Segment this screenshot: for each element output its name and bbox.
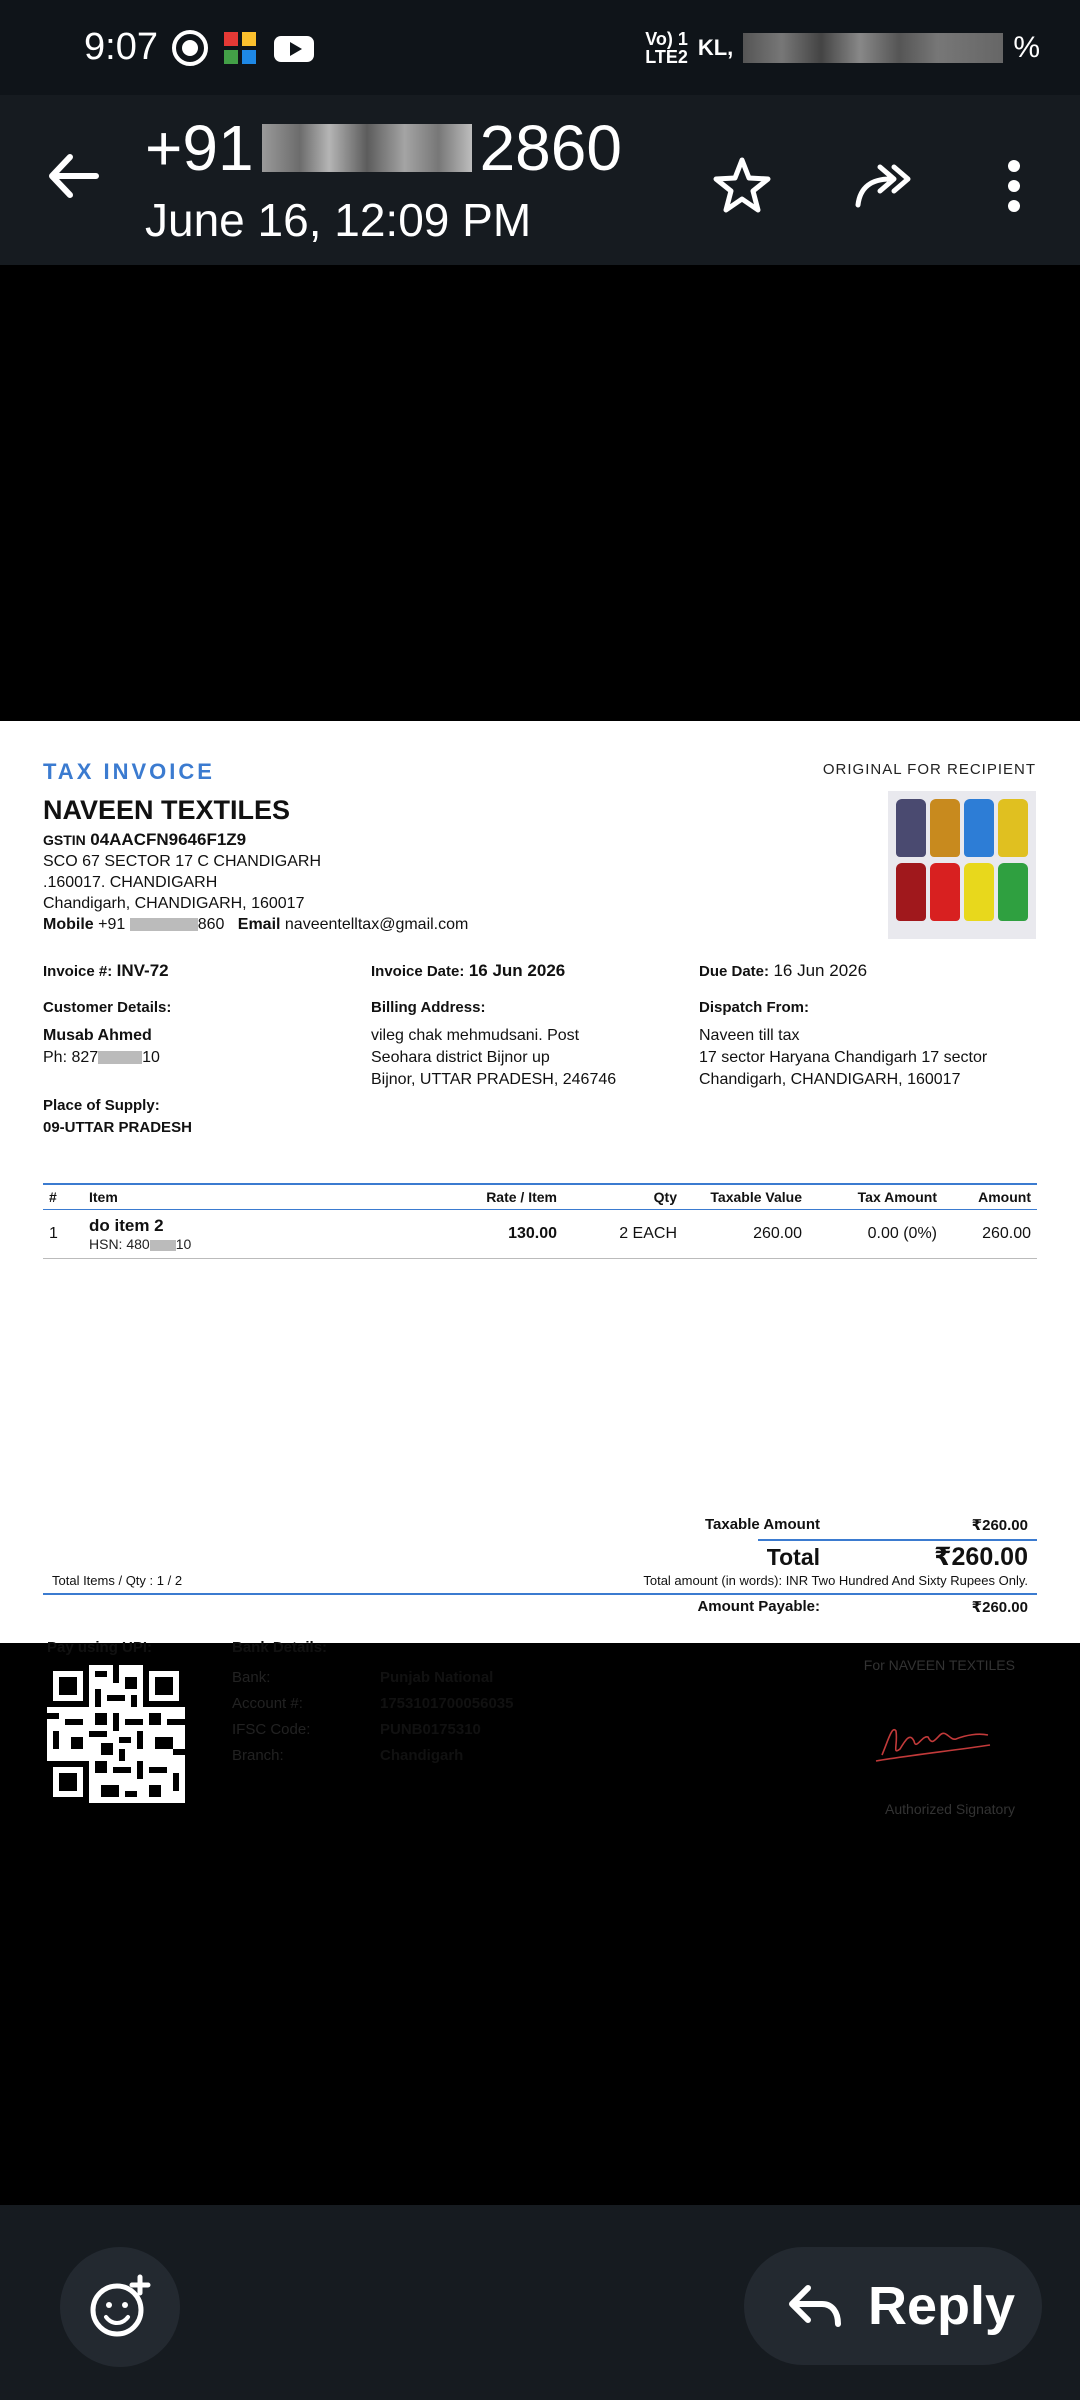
youtube-icon bbox=[272, 28, 312, 68]
add-emoji-icon bbox=[60, 2247, 180, 2367]
address-line-3: Chandigarh, CHANDIGARH, 160017 bbox=[43, 895, 305, 912]
status-time: 9:07 bbox=[84, 26, 158, 68]
gstin-label: GSTIN bbox=[43, 832, 86, 848]
status-right bbox=[645, 24, 1040, 72]
hsn-prefix: HSN: 480 bbox=[89, 1236, 150, 1252]
col-taxable-value: Taxable Value bbox=[683, 1184, 808, 1210]
dispatch-label: Dispatch From: bbox=[699, 999, 810, 1016]
back-button[interactable] bbox=[40, 143, 106, 209]
add-reaction-button[interactable] bbox=[60, 2247, 180, 2367]
reply-arrow-icon bbox=[782, 2274, 846, 2338]
amount-in-words: Total amount (in words): INR Two Hundred And Sixty Rupees Only. bbox=[643, 1573, 1028, 1588]
bank-key: Bank: bbox=[232, 1669, 271, 1686]
taxable-amount-label: Taxable Amount bbox=[704, 1516, 820, 1533]
item-cell bbox=[83, 1210, 413, 1259]
place-label: Place of Supply: bbox=[43, 1097, 160, 1114]
customer-phone-suffix: 10 bbox=[142, 1049, 160, 1066]
forward-icon bbox=[850, 151, 920, 221]
col-amount: Amount bbox=[943, 1184, 1037, 1210]
customer-name: Musab Ahmed bbox=[43, 1027, 152, 1044]
invoice-title: TAX INVOICE bbox=[43, 759, 215, 784]
due-date-value: 16 Jun 2026 bbox=[773, 961, 868, 980]
col-item: Item bbox=[83, 1184, 413, 1210]
account-value: 1753101700056035 bbox=[380, 1695, 514, 1712]
message-date: June 16, 12:09 PM bbox=[145, 194, 532, 246]
redacted-phone bbox=[262, 124, 472, 172]
redacted-hsn bbox=[150, 1240, 176, 1251]
payable-divider bbox=[43, 1593, 1037, 1595]
total-items: Total Items / Qty : 1 / 2 bbox=[52, 1573, 183, 1588]
company-details bbox=[43, 829, 468, 935]
ifsc-key: IFSC Code: bbox=[232, 1721, 311, 1738]
star-icon bbox=[707, 151, 777, 221]
image-viewer[interactable] bbox=[0, 265, 1080, 2205]
invoice-date-value: 16 Jun 2026 bbox=[468, 961, 566, 980]
contact-line bbox=[43, 914, 468, 935]
invoice-date bbox=[371, 961, 691, 981]
upi-qr-code bbox=[47, 1665, 185, 1803]
due-date-label: Due Date: bbox=[699, 963, 770, 980]
item-name: do item 2 bbox=[89, 1216, 164, 1235]
invoice-number bbox=[43, 961, 363, 981]
item-tax: 0.00 (0%) bbox=[808, 1210, 943, 1259]
redacted-customer-phone bbox=[98, 1051, 142, 1064]
whatsapp-icon bbox=[170, 28, 210, 68]
reply-label: Reply bbox=[868, 2276, 1016, 2336]
table-row bbox=[43, 1210, 1037, 1259]
app-grid-icon bbox=[220, 28, 260, 68]
back-arrow-icon bbox=[40, 143, 106, 209]
authorized-signatory: Authorized Signatory bbox=[885, 1801, 1015, 1817]
item-taxable: 260.00 bbox=[683, 1210, 808, 1259]
gstin-line bbox=[43, 829, 468, 851]
redacted-mobile bbox=[130, 918, 198, 931]
billing-label: Billing Address: bbox=[371, 999, 486, 1016]
item-rate: 130.00 bbox=[413, 1210, 563, 1259]
ifsc-value: PUNB0175310 bbox=[380, 1721, 481, 1738]
company-name: NAVEEN TEXTILES bbox=[43, 795, 291, 825]
network-top: Vo) 1 bbox=[645, 29, 688, 49]
billing-address bbox=[371, 997, 691, 1091]
customer-phone-prefix: Ph: 827 bbox=[43, 1049, 99, 1066]
invoice-image bbox=[0, 721, 1080, 1817]
bank-value: Punjab National bbox=[380, 1669, 494, 1686]
bank-row-bank bbox=[232, 1669, 493, 1686]
sender-phone bbox=[145, 111, 622, 185]
items-table bbox=[43, 1183, 1037, 1259]
table-header bbox=[43, 1184, 1037, 1210]
place-of-supply bbox=[43, 1095, 192, 1139]
dispatch-line-3: Chandigarh, CHANDIGARH, 160017 bbox=[699, 1071, 961, 1088]
dispatch-from bbox=[699, 997, 1039, 1091]
amount-payable-value: ₹260.00 bbox=[971, 1599, 1028, 1616]
forward-button[interactable] bbox=[850, 151, 920, 221]
original-label: ORIGINAL FOR RECIPIENT bbox=[822, 761, 1036, 778]
item-amount: 260.00 bbox=[943, 1210, 1037, 1259]
phone-prefix: +91 bbox=[145, 112, 254, 184]
status-bar bbox=[0, 0, 1080, 95]
col-rate: Rate / Item bbox=[413, 1184, 563, 1210]
dispatch-line-1: Naveen till tax bbox=[699, 1027, 800, 1044]
upi-label: Pay using UPI: bbox=[47, 1639, 153, 1656]
message-title bbox=[145, 111, 622, 247]
address-line-1: SCO 67 SECTOR 17 C CHANDIGARH bbox=[43, 853, 321, 870]
amount-payable-label: Amount Payable: bbox=[697, 1598, 820, 1615]
customer-phone bbox=[43, 1047, 363, 1069]
company-logo bbox=[888, 791, 1036, 939]
place-value: 09-UTTAR PRADESH bbox=[43, 1119, 192, 1136]
mobile-prefix: +91 bbox=[98, 916, 126, 933]
item-hsn bbox=[89, 1236, 407, 1252]
reply-button[interactable] bbox=[744, 2247, 1042, 2365]
bank-row-branch bbox=[232, 1747, 463, 1764]
customer-label: Customer Details: bbox=[43, 999, 172, 1016]
bank-row-ifsc bbox=[232, 1721, 481, 1738]
item-qty: 2 EACH bbox=[563, 1210, 683, 1259]
invoice-no-label: Invoice #: bbox=[43, 963, 113, 980]
address-line-2: .160017. CHANDIGARH bbox=[43, 874, 218, 891]
carrier-text: KL, bbox=[697, 35, 734, 60]
signature bbox=[870, 1711, 1000, 1771]
col-tax-amount: Tax Amount bbox=[808, 1184, 943, 1210]
mobile-label: Mobile bbox=[43, 916, 94, 933]
billing-line-3: Bijnor, UTTAR PRADESH, 246746 bbox=[371, 1071, 617, 1088]
invoice-date-label: Invoice Date: bbox=[371, 963, 465, 980]
gstin-value: 04AACFN9646F1Z9 bbox=[90, 830, 247, 849]
for-company: For NAVEEN TEXTILES bbox=[863, 1657, 1015, 1673]
col-number: # bbox=[43, 1184, 83, 1210]
hsn-suffix: 10 bbox=[175, 1236, 192, 1252]
item-number: 1 bbox=[43, 1210, 83, 1259]
more-button[interactable] bbox=[979, 151, 1049, 221]
branch-value: Chandigarh bbox=[380, 1747, 464, 1764]
battery-percent: % bbox=[1013, 31, 1040, 64]
col-qty: Qty bbox=[563, 1184, 683, 1210]
bottom-bar bbox=[0, 2205, 1080, 2400]
email-label: Email bbox=[237, 916, 281, 933]
phone-suffix: 2860 bbox=[479, 112, 622, 184]
network-indicator bbox=[645, 30, 688, 66]
total-label: Total bbox=[766, 1544, 820, 1570]
bank-details-title: Bank Details: bbox=[232, 1639, 328, 1656]
email-value: naveentelltax@gmail.com bbox=[284, 916, 469, 933]
account-key: Account #: bbox=[232, 1695, 303, 1712]
star-button[interactable] bbox=[707, 151, 777, 221]
app-bar bbox=[0, 95, 1080, 265]
customer-details bbox=[43, 997, 363, 1069]
billing-line-1: vileg chak mehmudsani. Post bbox=[371, 1027, 580, 1044]
dispatch-line-2: 17 sector Haryana Chandigarh 17 sector bbox=[699, 1049, 988, 1066]
network-bottom: LTE2 bbox=[645, 47, 688, 67]
mobile-suffix: 860 bbox=[197, 916, 225, 933]
total-divider bbox=[758, 1539, 1037, 1541]
redacted-status bbox=[743, 33, 1003, 63]
branch-key: Branch: bbox=[232, 1747, 284, 1764]
billing-line-2: Seohara district Bijnor up bbox=[371, 1049, 550, 1066]
total-value: ₹260.00 bbox=[934, 1543, 1028, 1571]
due-date bbox=[699, 961, 1019, 981]
taxable-amount-value: ₹260.00 bbox=[971, 1517, 1028, 1534]
bank-row-account bbox=[232, 1695, 513, 1712]
invoice-no-value: INV-72 bbox=[116, 961, 169, 980]
more-icon bbox=[979, 151, 1049, 221]
